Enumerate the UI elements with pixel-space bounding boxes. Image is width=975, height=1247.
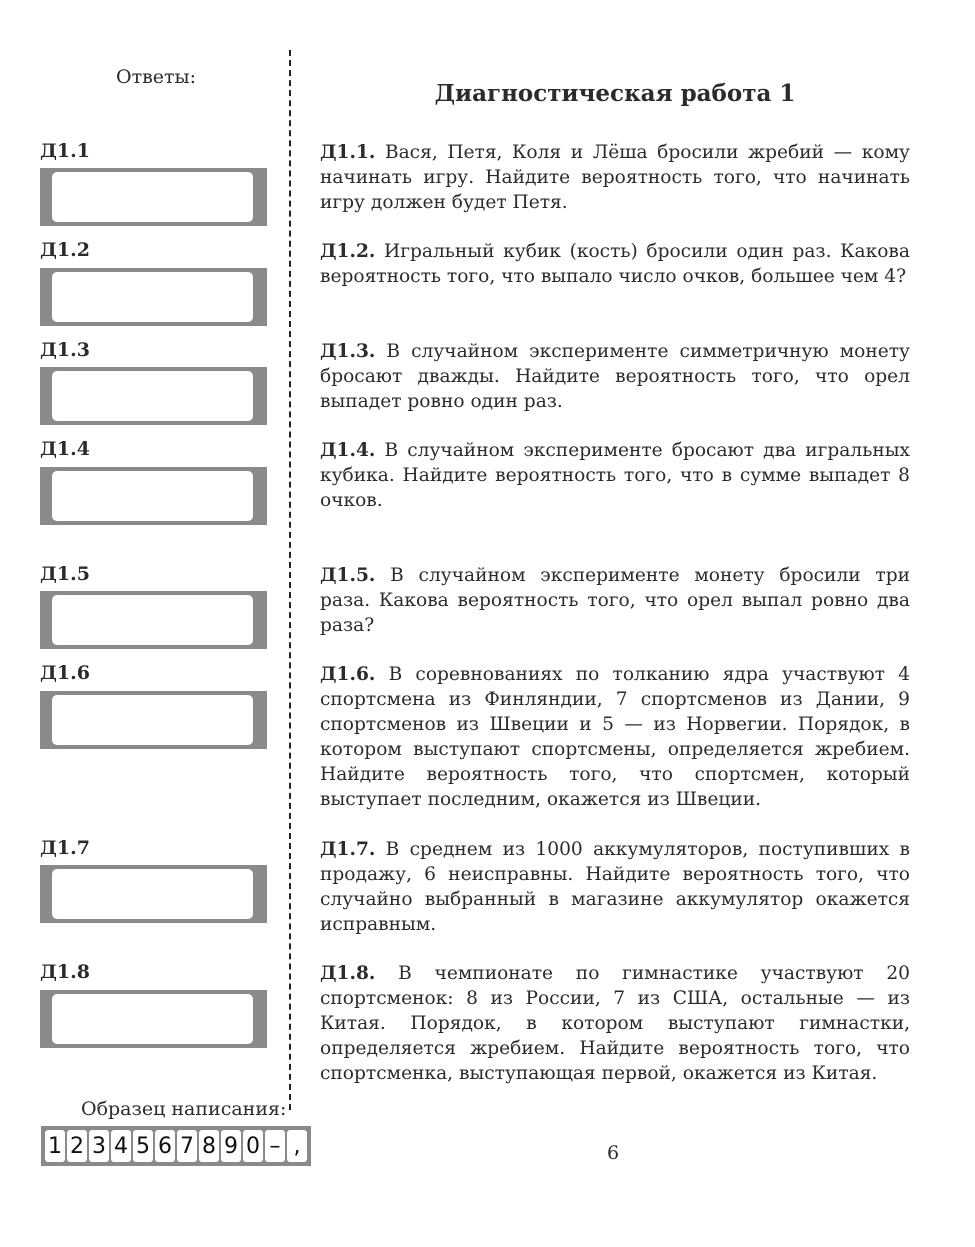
problem-text: Вася, Петя, Коля и Лёша бросили жребий — кому начинать игру. Найдите вероятность того, что начинать игру должен будет Петя. — [320, 142, 910, 213]
problem — [320, 239, 910, 289]
answer-label: Д1.8 — [40, 961, 90, 983]
answer-label: Д1.2 — [40, 239, 90, 261]
page-title: Диагностическая работа 1 — [434, 80, 796, 107]
answer-label: Д1.1 — [40, 140, 90, 162]
problem — [320, 837, 910, 937]
answer-label: Д1.4 — [40, 438, 90, 460]
answer-box[interactable] — [40, 990, 267, 1048]
problem-label: Д1.8. — [320, 963, 376, 984]
problem — [320, 563, 910, 638]
answer-label: Д1.3 — [40, 339, 90, 361]
answer-label: Д1.6 — [40, 662, 90, 684]
problem-text: В случайном эксперименте симметричную монету бросают дважды. Найдите вероятность того, что орел выпадет ровно один раз. — [320, 341, 910, 412]
answers-title: Ответы: — [116, 66, 197, 88]
answer-box[interactable] — [40, 467, 267, 525]
answer-box[interactable] — [40, 865, 267, 923]
problem-label: Д1.6. — [320, 664, 376, 685]
problem-text: В случайном эксперименте бросают два игральных кубика. Найдите вероятность того, что в сумме выпадет 8 очков. — [320, 440, 910, 511]
problem — [320, 140, 910, 215]
page-number: 6 — [607, 1142, 620, 1164]
answer-box[interactable] — [40, 168, 267, 226]
problem-label: Д1.7. — [320, 839, 376, 860]
problem-text: В соревнованиях по толканию ядра участвуют 4 спортсмена из Финляндии, 7 спортсменов из Дании, 9 спортсменов из Швеции и 5 — из Норвегии. Порядок, в котором выступают спортсмены, определяется жребием. Найдите вероятность того, что спортсмен, который выступает последним, окажется из Швеции. — [320, 664, 910, 810]
problem-label: Д1.4. — [320, 440, 376, 461]
problem — [320, 662, 910, 812]
sample-char: 1 — [45, 1130, 65, 1162]
problem — [320, 438, 910, 513]
answer-field[interactable] — [52, 595, 253, 645]
answer-label: Д1.7 — [40, 837, 90, 859]
problem-text: В случайном эксперименте монету бросили три раза. Какова вероятность того, что орел выпал ровно два раза? — [320, 565, 910, 636]
answer-field[interactable] — [52, 371, 253, 421]
answer-field[interactable] — [52, 471, 253, 521]
problem-label: Д1.2. — [320, 241, 376, 262]
answer-box[interactable] — [40, 268, 267, 326]
sample-char: 8 — [199, 1130, 219, 1162]
sample-char: – — [265, 1130, 285, 1162]
problem — [320, 339, 910, 414]
sample-char: , — [287, 1130, 307, 1162]
problem-label: Д1.1. — [320, 142, 376, 163]
answer-box[interactable] — [40, 691, 267, 749]
answer-box[interactable] — [40, 591, 267, 649]
problem-label: Д1.5. — [320, 565, 376, 586]
problem-text: В чемпионате по гимнастике участвуют 20 спортсменок: 8 из России, 7 из США, остальные — из Китая. Порядок, в котором выступают гимнастки, определяется жребием. Найдите вероятность того, что спортсменка, выступающая первой, окажется из Китая. — [320, 963, 910, 1084]
dashed-divider — [289, 50, 291, 1110]
answer-field[interactable] — [52, 172, 253, 222]
sample-char: 6 — [155, 1130, 175, 1162]
writing-sample — [41, 1126, 311, 1166]
answer-box[interactable] — [40, 367, 267, 425]
problem-text: В среднем из 1000 аккумуляторов, поступивших в продажу, 6 неисправны. Найдите вероятность того, что случайно выбранный в магазине аккумулятор окажется исправным. — [320, 839, 910, 935]
sample-char: 2 — [67, 1130, 87, 1162]
sample-char: 4 — [111, 1130, 131, 1162]
sample-char: 5 — [133, 1130, 153, 1162]
problem — [320, 961, 910, 1086]
sample-char: 3 — [89, 1130, 109, 1162]
sample-char: 7 — [177, 1130, 197, 1162]
answer-field[interactable] — [52, 994, 253, 1044]
sample-char: 9 — [221, 1130, 241, 1162]
answer-field[interactable] — [52, 272, 253, 322]
problem-label: Д1.3. — [320, 341, 376, 362]
answer-label: Д1.5 — [40, 563, 90, 585]
answer-field[interactable] — [52, 869, 253, 919]
sample-char: 0 — [243, 1130, 263, 1162]
answer-field[interactable] — [52, 695, 253, 745]
sample-label: Образец написания: — [81, 1098, 287, 1120]
problem-text: Игральный кубик (кость) бросили один раз. Какова вероятность того, что выпало число очков, большее чем 4? — [320, 241, 910, 287]
